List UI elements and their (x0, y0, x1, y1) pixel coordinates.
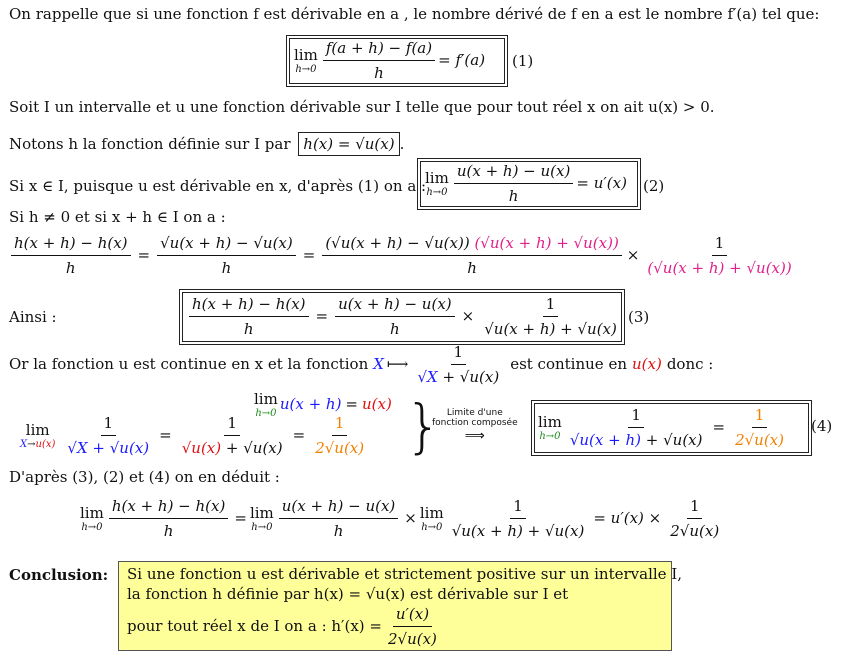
eq2-lim: lim h→0 (425, 169, 449, 198)
eq3-mid: $\frac{u(x + h) - u(x)}{h}$ (335, 294, 455, 339)
eq3-lhs: $\frac{h(x + h) - h(x)}{h}$ (189, 294, 309, 339)
eq4-tag: (4) (811, 417, 833, 435)
big-mid: $\frac{√u(x + h) - √u(x)}{h}$ (157, 233, 296, 278)
eq1-lim: lim h→0 (294, 46, 318, 75)
eq3-tag: (3) (628, 308, 650, 326)
conclusion-line-2: la fonction h définie par h(x) = √u(x) est dérivable sur I et (127, 585, 569, 603)
eq3-right: $\frac{1}{√u(x + h) + √u(x)}$ (484, 294, 617, 338)
final-equation: lim h→0 $\frac{h(x + h) - h(x)}{h}$ = lim h→0 $\frac{u(x + h) - u(x)}{h}$ × lim h→0 $\frac{1}{√u(x + h) + √u(x)}$ = u′(x) × $\frac{1}{2√u(x)}$ (80, 496, 720, 540)
h-nonzero-line: Si h ≠ 0 et si x + h ∈ I on a : (9, 208, 226, 226)
eq1 (294, 40, 485, 80)
conclusion-box (118, 561, 683, 651)
eq4: lim h→0 $\frac{1}{√u(x + h) + √u(x)}$ = $\frac{1}{2√u(x)}$ (538, 405, 784, 449)
notons-line: Notons h la fonction définie sur I par h(x) = √u(x) . (9, 134, 404, 154)
composition-note: Limite d'une fonction composée ⟹ (432, 408, 518, 444)
eq1-rhs: = f′(a) (438, 51, 486, 69)
eq2-fraction: $\frac{u(x + h) - u(x)}{h}$ (454, 161, 574, 206)
continuity-fraction: $\frac{1}{√X + √u(x)}$ (417, 342, 500, 386)
conclusion-line-1: Si une fonction u est dérivable et strictement positive sur un intervalle I, (127, 565, 683, 583)
eq1-tag: (1) (512, 52, 534, 70)
big-lhs: $\frac{h(x + h) - h(x)}{h}$ (11, 233, 131, 278)
deduit-line: D'après (3), (2) et (4) on en déduit : (9, 468, 280, 486)
curly-brace: } (405, 392, 442, 460)
eq2-rhs: = u′(x) (576, 174, 627, 192)
limit-top: lim h→0 u(x + h) = u(x) (254, 390, 392, 419)
big-last: $\frac{1}{(√u(x + h) + √u(x))}$ (647, 233, 792, 277)
continuity-line: Or la fonction u est continue en x et la fonction X ⟼ $\frac{1}{√X + √u(x)}$ est continue en u(x) donc : (9, 342, 714, 386)
eq3: $\frac{h(x + h) - h(x)}{h}$ = $\frac{u(x + h) - u(x)}{h}$ × $\frac{1}{√u(x + h) + √u(x)}$ (186, 294, 623, 338)
eq1-fraction: $\frac{f(a + h) - f(a)}{h}$ (323, 38, 435, 83)
eq2 (425, 163, 627, 203)
conclusion-label: Conclusion: (9, 566, 109, 584)
big-equation: $\frac{h(x + h) - h(x)}{h}$ = $\frac{√u(x + h) - √u(x)}{h}$ = $\frac{(√u(x + h) - √u(x)) (√u(x + h) + √u(x))}{h}$ × $\frac{1}{(√u(x + h) + √u(x))}$ (8, 228, 798, 282)
si-line: Si x ∈ I, puisque u est dérivable en x, d'après (1) on a : (9, 177, 427, 195)
ainsi-label: Ainsi : (9, 308, 57, 326)
conclusion-line-3: pour tout réel x de I on a : h′(x) = $\frac{u'(x)}{2√u(x)}$ (127, 604, 437, 648)
eq2-tag: (2) (643, 177, 665, 195)
intro-text: On rappelle que si une fonction f est dérivable en a , le nombre dérivé de f en a est le nombre f′(a) tel que: (9, 5, 820, 23)
interval-line: Soit I un intervalle et u une fonction dérivable sur I telle que pour tout réel x on ait u(x) > 0. (9, 98, 715, 116)
h-definition-box: h(x) = √u(x) (298, 132, 399, 156)
limit-composition: lim X→u(x) $\frac{1}{√X + √u(x)}$ = $\frac{1}{√u(x) + √u(x)}$ = $\frac{1}{2√u(x)}$ (20, 413, 365, 457)
big-rhs: $\frac{(√u(x + h) - √u(x)) (√u(x + h) + √u(x))}{h}$ (322, 233, 621, 278)
